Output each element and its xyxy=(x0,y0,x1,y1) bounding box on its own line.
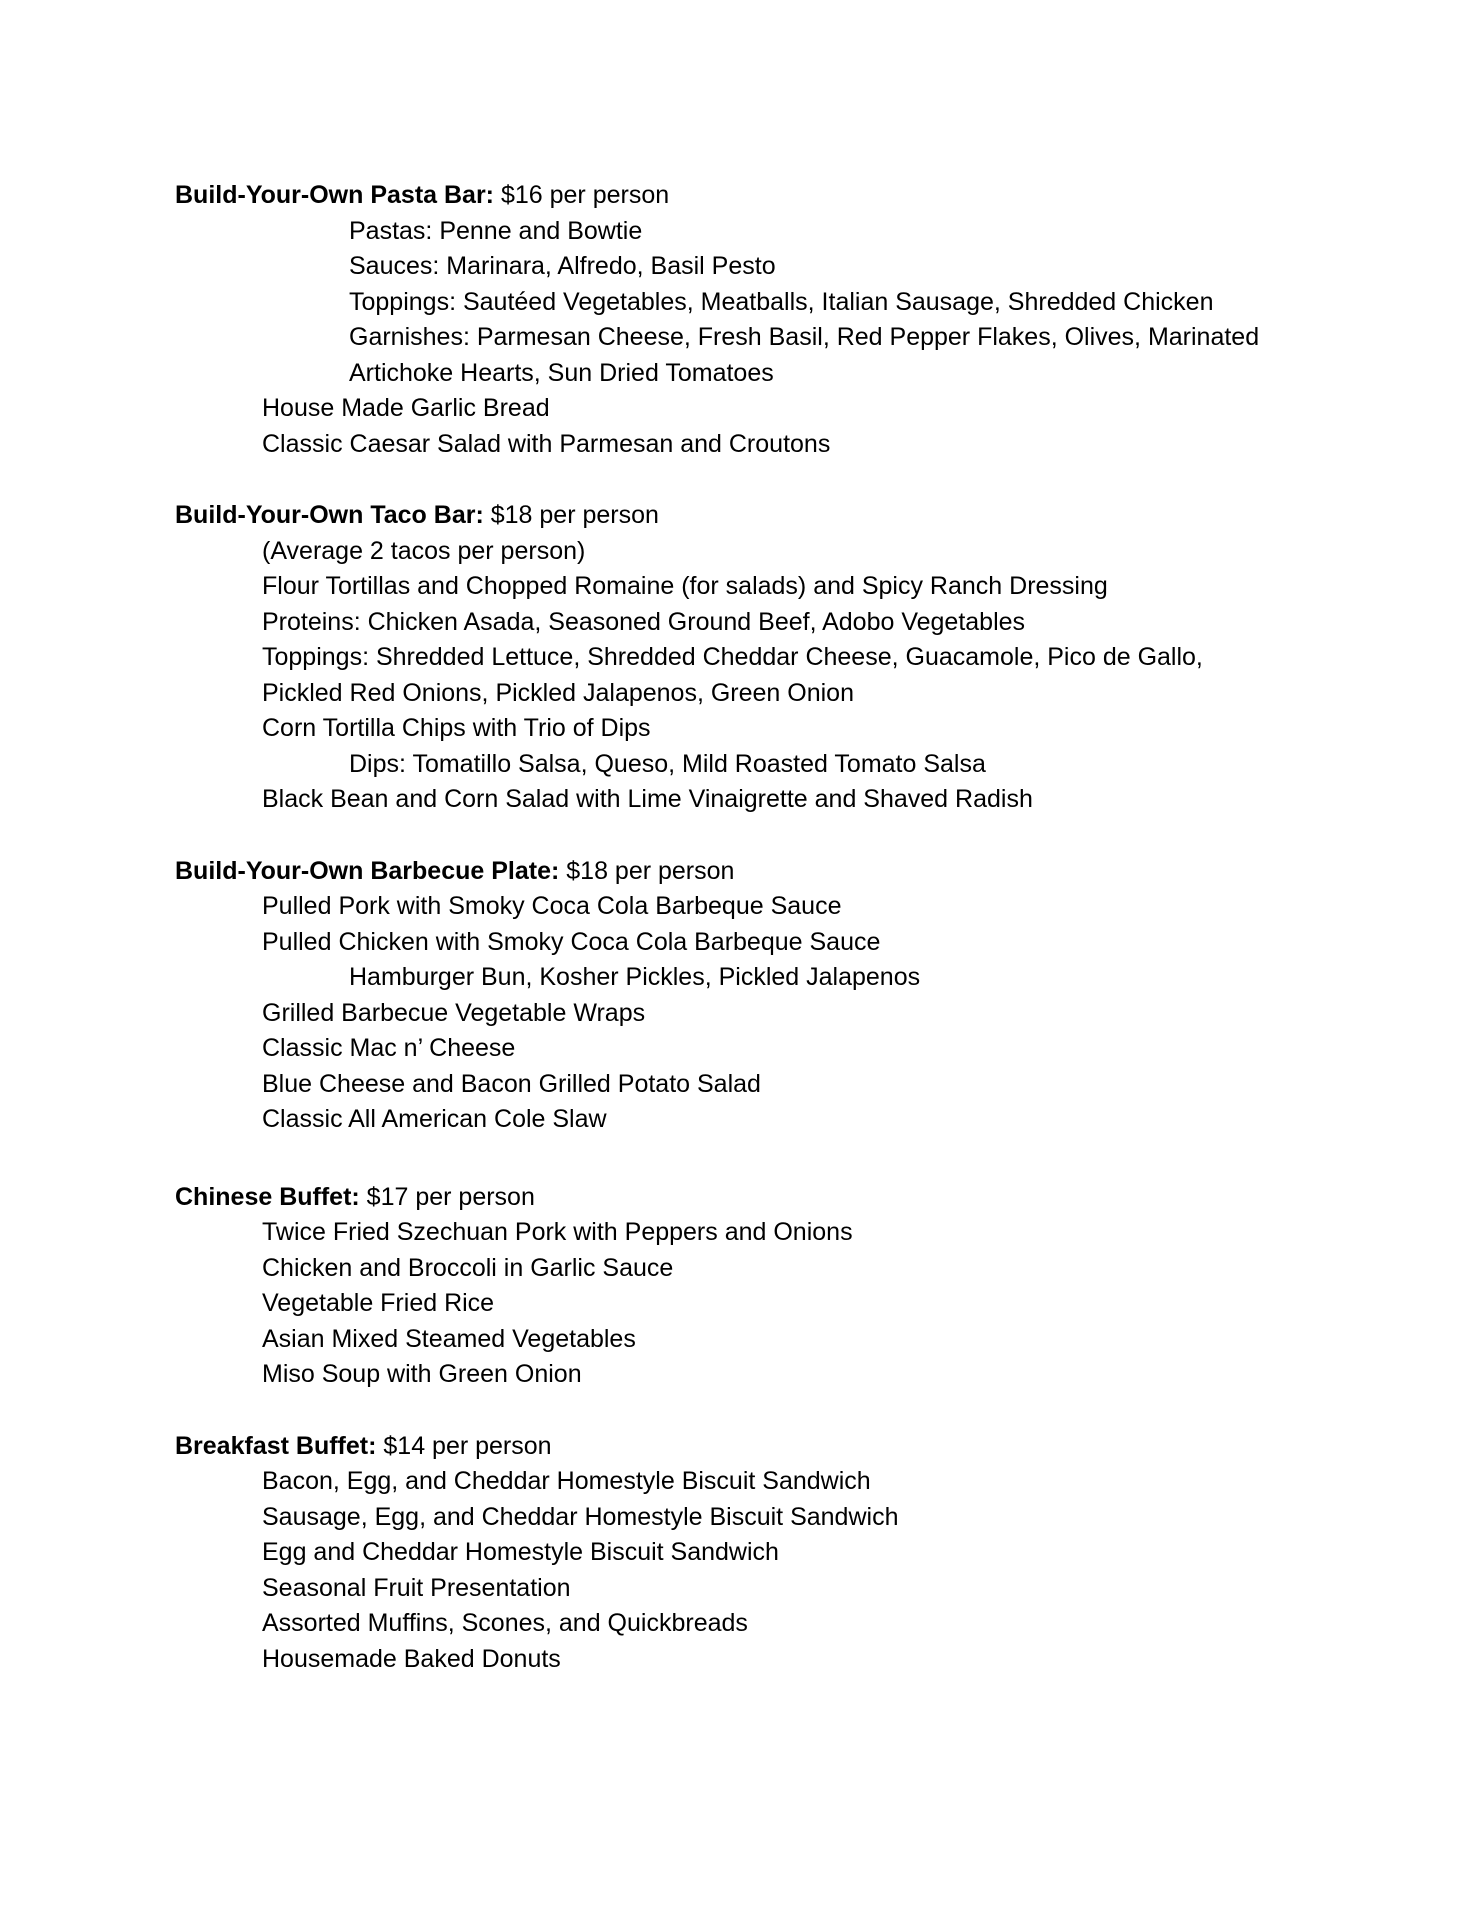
menu-item: Toppings: Sautéed Vegetables, Meatballs, Italian Sausage, Shredded Chicken xyxy=(349,287,1214,316)
menu-item: Housemade Baked Donuts xyxy=(262,1644,561,1673)
section-price: $17 per person xyxy=(359,1182,535,1211)
menu-item: Sauces: Marinara, Alfredo, Basil Pesto xyxy=(349,252,776,280)
menu-item: Miso Soup with Green Onion xyxy=(262,1360,582,1388)
menu-item: Proteins: Chicken Asada, Seasoned Ground Beef, Adobo Vegetables xyxy=(262,607,1026,636)
section-title: Chinese Buffet: xyxy=(175,1182,360,1211)
menu-item: Flour Tortillas and Chopped Romaine (for salads) and Spicy Ranch Dressing xyxy=(262,572,1108,600)
menu-item: Grilled Barbecue Vegetable Wraps xyxy=(262,998,646,1027)
section-title: Breakfast Buffet: xyxy=(175,1431,377,1460)
menu-item: Assorted Muffins, Scones, and Quickbreads xyxy=(262,1609,748,1637)
section-heading xyxy=(175,1429,1355,1465)
menu-item: Twice Fried Szechuan Pork with Peppers and Onions xyxy=(262,1218,853,1246)
section-price: $14 per person xyxy=(376,1431,552,1460)
menu-item: Sausage, Egg, and Cheddar Homestyle Biscuit Sandwich xyxy=(262,1502,899,1531)
section-price: $18 per person xyxy=(559,856,735,885)
menu-item: Dips: Tomatillo Salsa, Queso, Mild Roasted Tomato Salsa xyxy=(349,749,986,778)
menu-item: Seasonal Fruit Presentation xyxy=(262,1573,571,1602)
menu-content xyxy=(175,178,1355,1713)
menu-item: Vegetable Fried Rice xyxy=(262,1289,495,1317)
section-heading xyxy=(175,178,1355,214)
section-title: Build-Your-Own Pasta Bar: xyxy=(175,181,495,209)
menu-section-chinese-buffet xyxy=(175,1180,1355,1393)
menu-item: Pulled Pork with Smoky Coca Cola Barbeque Sauce xyxy=(262,892,842,920)
menu-item: Classic Mac n’ Cheese xyxy=(262,1034,516,1062)
menu-item: Bacon, Egg, and Cheddar Homestyle Biscuit Sandwich xyxy=(262,1467,871,1495)
menu-item: Corn Tortilla Chips with Trio of Dips xyxy=(262,714,651,742)
menu-section-taco-bar xyxy=(175,498,1355,818)
section-price: $16 per person xyxy=(494,181,670,209)
menu-item: House Made Garlic Bread xyxy=(262,394,550,422)
menu-item: Toppings: Shredded Lettuce, Shredded Cheddar Cheese, Guacamole, Pico de Gallo, xyxy=(262,643,1203,671)
menu-section-pasta-bar xyxy=(175,178,1355,462)
menu-item: Artichoke Hearts, Sun Dried Tomatoes xyxy=(349,358,774,387)
menu-item: Garnishes: Parmesan Cheese, Fresh Basil, Red Pepper Flakes, Olives, Marinated xyxy=(349,323,1260,351)
menu-item: Egg and Cheddar Homestyle Biscuit Sandwich xyxy=(262,1538,779,1566)
menu-item: (Average 2 tacos per person) xyxy=(262,536,586,565)
section-price: $18 per person xyxy=(483,501,659,529)
menu-item: Classic All American Cole Slaw xyxy=(262,1105,607,1133)
section-heading xyxy=(175,1180,1355,1216)
menu-item: Pastas: Penne and Bowtie xyxy=(349,216,643,245)
section-title: Build-Your-Own Barbecue Plate: xyxy=(175,856,560,885)
menu-section-breakfast-buffet xyxy=(175,1429,1355,1678)
section-heading xyxy=(175,854,1355,890)
menu-item: Asian Mixed Steamed Vegetables xyxy=(262,1324,636,1353)
menu-item: Hamburger Bun, Kosher Pickles, Pickled Jalapenos xyxy=(349,963,921,991)
menu-item: Pulled Chicken with Smoky Coca Cola Barbeque Sauce xyxy=(262,927,881,956)
menu-item: Blue Cheese and Bacon Grilled Potato Salad xyxy=(262,1069,761,1098)
section-title: Build-Your-Own Taco Bar: xyxy=(175,501,484,529)
menu-item: Pickled Red Onions, Pickled Jalapenos, Green Onion xyxy=(262,678,854,707)
menu-item: Classic Caesar Salad with Parmesan and Croutons xyxy=(262,429,831,458)
menu-item: Chicken and Broccoli in Garlic Sauce xyxy=(262,1253,674,1282)
section-heading xyxy=(175,498,1355,534)
menu-section-barbecue-plate xyxy=(175,854,1355,1138)
menu-item: Black Bean and Corn Salad with Lime Vinaigrette and Shaved Radish xyxy=(262,785,1033,813)
